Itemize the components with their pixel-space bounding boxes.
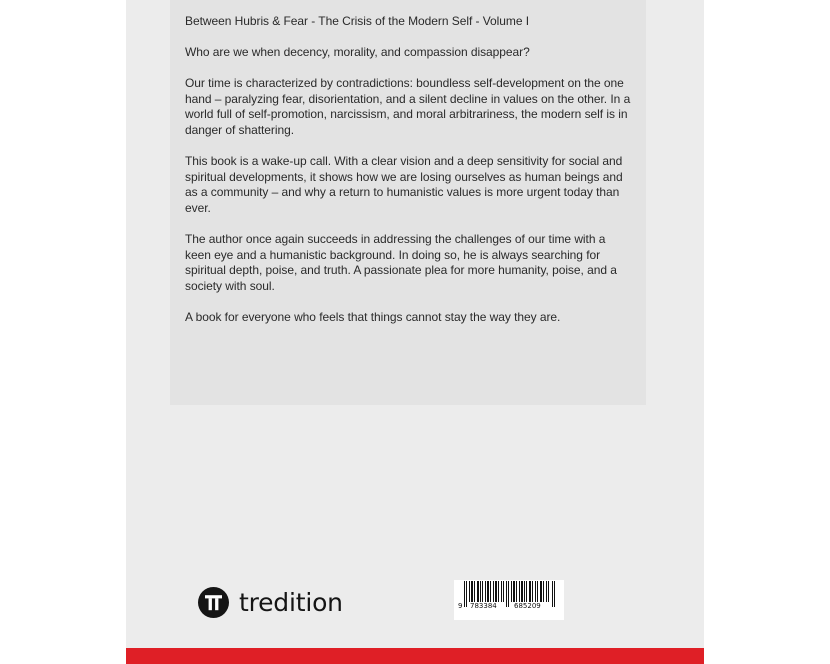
blurb-panel [170,0,646,405]
barcode-digit-first: 9 [458,602,463,610]
publisher-name: tredition [239,587,343,617]
bottom-accent-bar [126,648,704,664]
isbn-barcode [454,580,564,620]
blurb-paragraph: Our time is characterized by contradictions: boundless self-development on the one hand – paralyzing fear, disorientation, and a silent decline in values on the other. In a world full of self-promotion, narcissism, and moral arbitrariness, the modern self is in danger of shattering. [185,76,631,137]
barcode-group-left: 783384 [470,602,497,610]
blurb-paragraph: This book is a wake-up call. With a clear vision and a deep sensitivity for social and spiritual developments, it shows how we are losing ourselves as human beings and as a community – and why a return to humanistic values is more urgent today than ever. [185,154,623,215]
series-title: Between Hubris & Fear - The Crisis of the Modern Self - Volume I [185,14,530,28]
blurb-paragraph: The author once again succeeds in addressing the challenges of our time with a keen eye and a humanistic background. In doing so, he is always searching for spiritual depth, poise, and truth. A passionate plea for more humanity, poise, and a society with soul. [185,231,617,293]
publisher-logo [198,586,343,618]
blurb-question: Who are we when decency, morality, and compassion disappear? [185,45,530,60]
barcode-bars [454,580,564,620]
barcode-group-right: 685209 [514,602,541,610]
book-back-cover [126,0,704,664]
tredition-logo-icon [198,587,229,618]
blurb-text [185,14,632,325]
blurb-closing: A book for everyone who feels that things cannot stay the way they are. [185,309,561,324]
